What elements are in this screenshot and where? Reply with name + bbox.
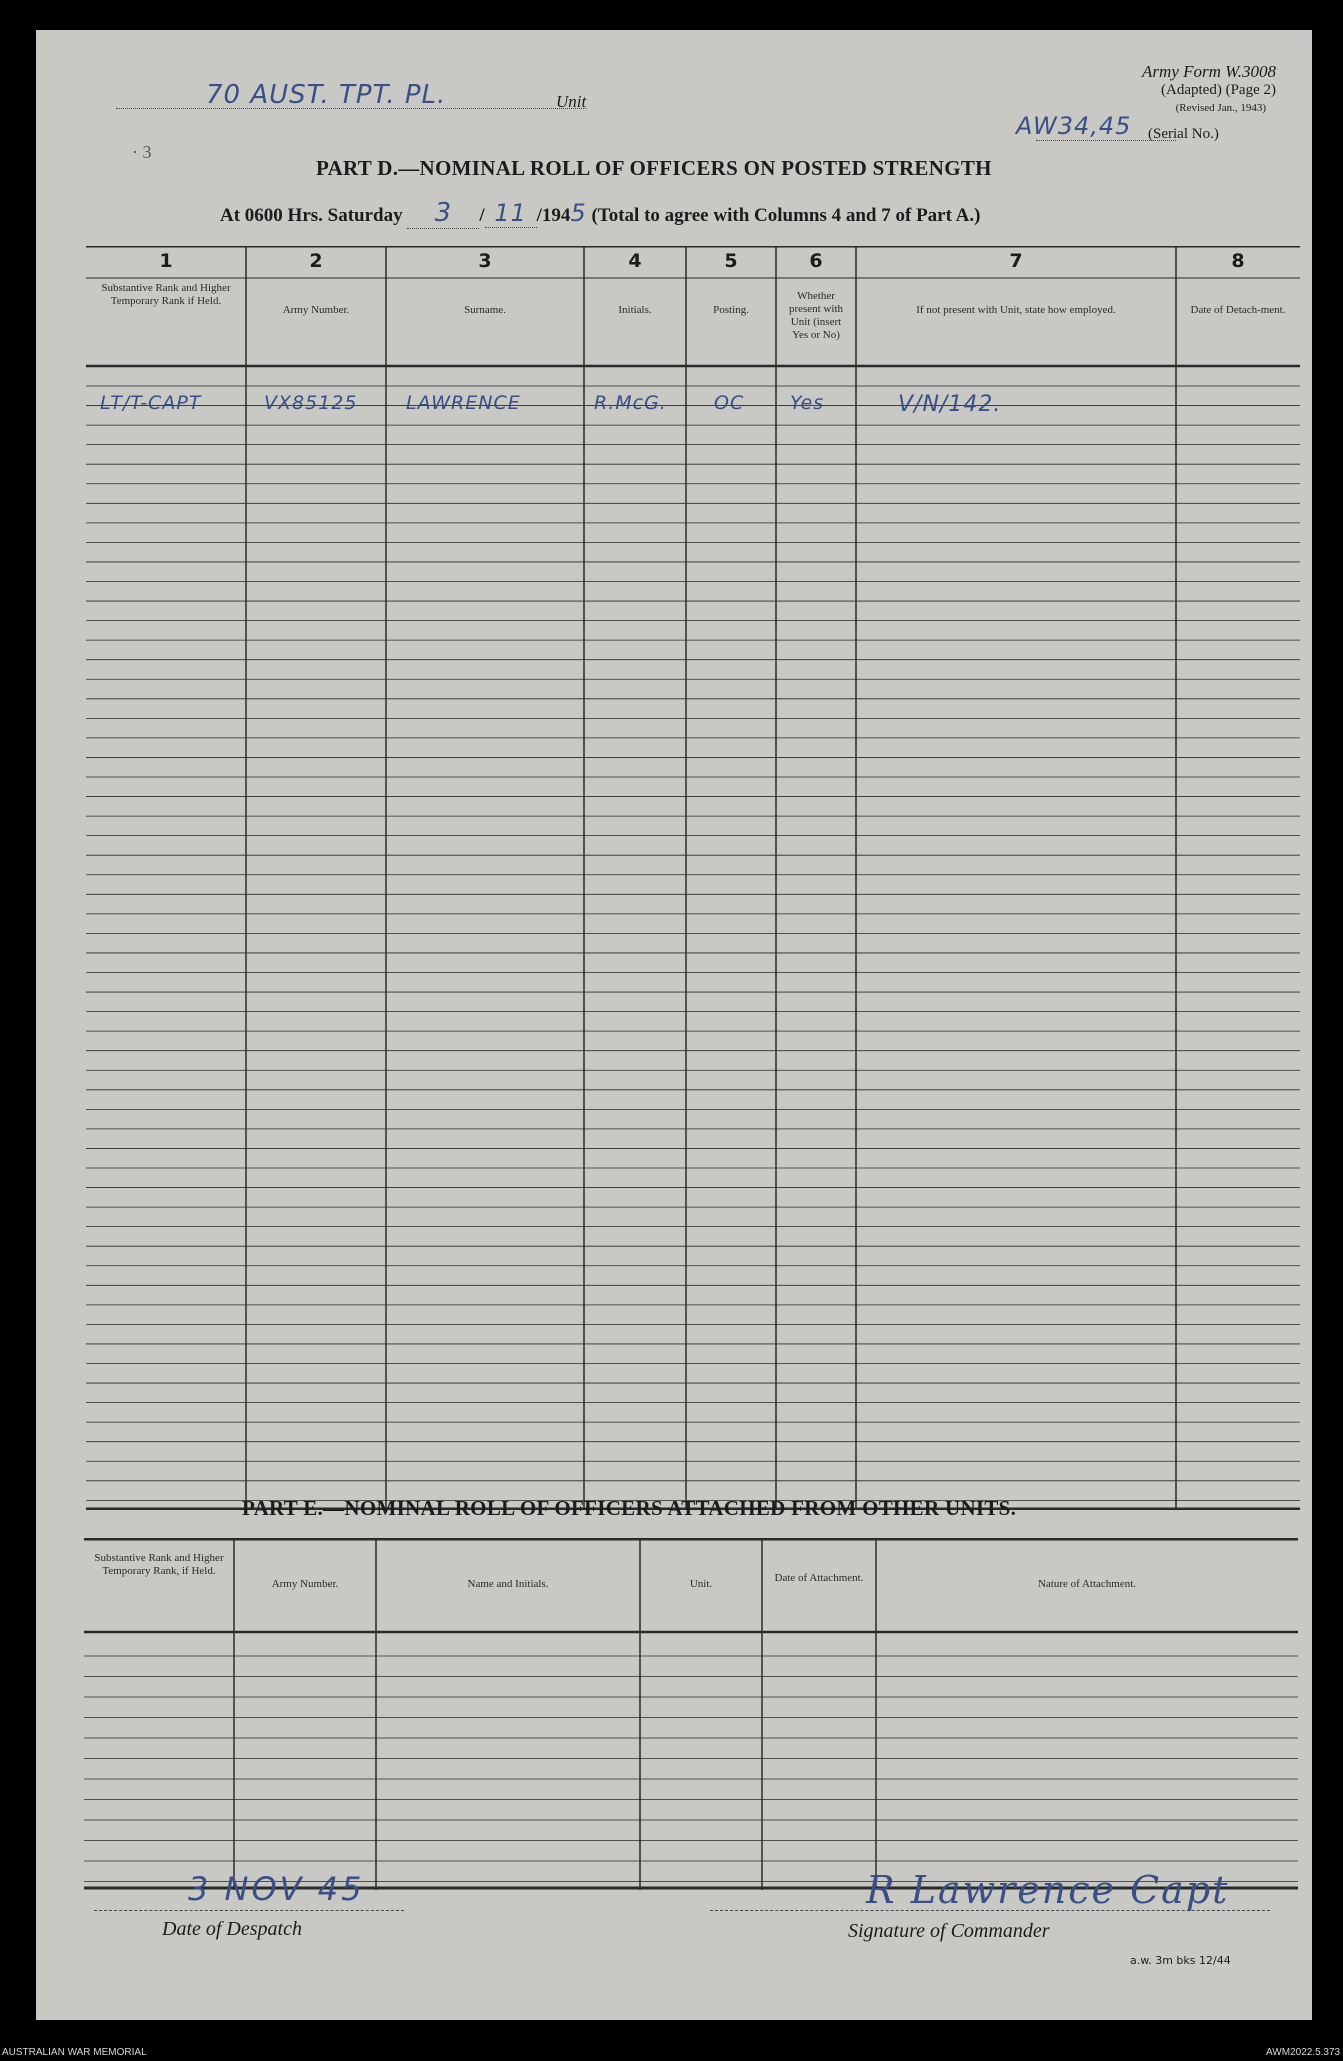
part-d-grid	[86, 246, 1300, 1510]
part-d-col-number: 4	[628, 250, 642, 272]
part-d-col-number: 3	[478, 250, 492, 272]
commander-label: Signature of Commander	[848, 1920, 1050, 1942]
total-note: (Total to agree with Columns 4 and 7 of Part A.)	[591, 205, 981, 226]
part-d-entry-army-number: VX85125	[264, 392, 358, 414]
part-d-col-header: If not present with Unit, state how employed.	[916, 304, 1116, 316]
part-e-title: PART E.—NOMINAL ROLL OF OFFICERS ATTACHED FROM OTHER UNITS.	[242, 1496, 1017, 1520]
part-d-entry-present: Yes	[790, 392, 825, 414]
form-adapted: (Adapted) (Page 2)	[1161, 82, 1276, 98]
part-d-col-header: Initials.	[618, 304, 652, 316]
part-d-entry-rank: LT/T-CAPT	[100, 392, 202, 414]
date-day: 3	[407, 198, 479, 229]
part-e-col-header: Substantive Rank and Higher Temporary Rank, if Held.	[94, 1552, 224, 1577]
part-d-col-header: Date of Detach-ment.	[1190, 304, 1286, 316]
form-revised: (Revised Jan., 1943)	[1175, 102, 1266, 114]
form-name: Army Form W.3008	[1142, 62, 1276, 81]
part-e-table	[84, 1538, 1298, 1890]
footer-right: AWM2022.5.373	[1266, 2047, 1341, 2058]
part-d-entry-employed: V/N/142.	[898, 392, 1002, 417]
date-slash: /	[479, 205, 485, 226]
margin-mark: · 3	[132, 142, 152, 162]
part-d-entry-initials: R.McG.	[594, 392, 667, 414]
part-e-col-header: Nature of Attachment.	[1037, 1578, 1137, 1590]
footer-left: AUSTRALIAN WAR MEMORIAL	[2, 2047, 147, 2058]
part-d-entry-surname: LAWRENCE	[406, 392, 521, 414]
print-code: a.w. 3m bks 12/44	[1130, 1954, 1231, 1967]
part-d-col-number: 6	[809, 250, 823, 272]
despatch-label: Date of Despatch	[162, 1918, 302, 1940]
part-e-col-header: Unit.	[689, 1578, 713, 1590]
part-d-col-number: 2	[309, 250, 323, 272]
part-d-col-header: Whether present with Unit (insert Yes or No)	[788, 290, 844, 341]
part-d-col-number: 1	[159, 250, 173, 272]
part-d-table	[86, 246, 1300, 1510]
commander-line	[710, 1910, 1270, 1911]
part-d-col-number: 7	[1009, 250, 1023, 272]
part-d-col-number: 5	[724, 250, 738, 272]
commander-signature: R Lawrence Capt	[866, 1868, 1230, 1912]
part-d-title: PART D.—NOMINAL ROLL OF OFFICERS ON POSTED STRENGTH	[316, 156, 992, 180]
part-d-col-header: Posting.	[713, 304, 749, 316]
date-line	[220, 198, 980, 229]
despatch-line	[94, 1910, 404, 1911]
despatch-value: 3 NOV 45	[188, 1870, 365, 1908]
part-d-col-header: Substantive Rank and Higher Temporary Rank if Held.	[101, 282, 231, 307]
date-year-suffix: 5	[570, 199, 587, 227]
part-d-entry-posting: OC	[714, 392, 745, 414]
part-d-col-number: 8	[1231, 250, 1245, 272]
part-e-col-header: Date of Attachment.	[774, 1572, 864, 1584]
unit-value: 70 AUST. TPT. PL.	[206, 80, 447, 110]
date-month: 11	[485, 199, 537, 228]
part-d-col-header: Surname.	[464, 304, 506, 316]
unit-label: Unit	[556, 92, 587, 111]
form-page	[36, 30, 1312, 2020]
date-year-prefix: /194	[536, 205, 571, 226]
part-e-col-header: Army Number.	[271, 1578, 339, 1590]
serial-label: (Serial No.)	[1148, 126, 1219, 142]
date-prefix: At 0600 Hrs. Saturday	[220, 205, 403, 226]
part-e-col-header: Name and Initials.	[467, 1578, 549, 1590]
serial-value: AW34,45	[1016, 112, 1132, 140]
part-d-col-header: Army Number.	[282, 304, 350, 316]
